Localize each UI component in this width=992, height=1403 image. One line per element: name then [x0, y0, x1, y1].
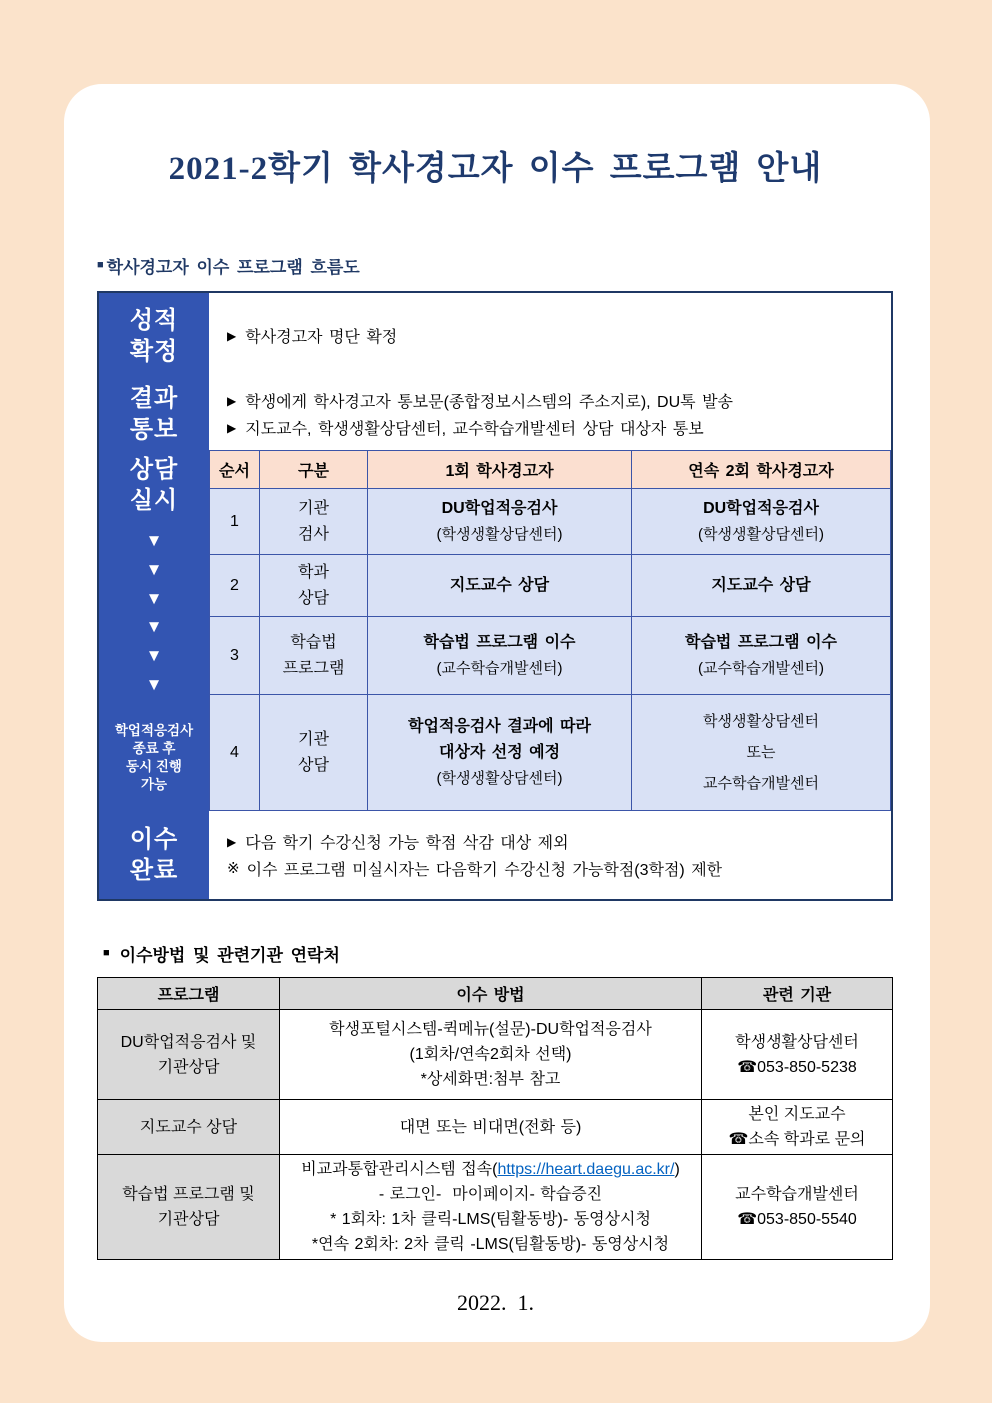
stage-label-line: 통보 — [129, 416, 179, 443]
cell-order: 1 — [210, 489, 260, 555]
cell-organization — [702, 1155, 893, 1260]
flow-row-completion — [209, 811, 891, 899]
flow-arrows — [99, 520, 209, 705]
cell-line: - 로그인- 마이페이지- 학습증진 — [378, 1186, 603, 1203]
down-arrow-icon: ▼ — [145, 530, 163, 550]
cell-line: 학생생활상담센터 — [703, 713, 819, 730]
flow-section-heading-label: 학사경고자 이수 프로그램 흐름도 — [106, 258, 360, 277]
cell-line: (학생생활상담센터) — [436, 525, 563, 543]
stage-result-notice — [99, 378, 209, 450]
cell-line — [284, 1157, 697, 1182]
cell-line: 대면 또는 비대면(전화 등) — [399, 1118, 582, 1136]
flow-diagram — [97, 291, 893, 901]
flow-item-text: 학생에게 학사경고자 통보문(종합정보시스템의 주소지로), DU톡 발송 — [245, 394, 733, 411]
cell-second-warning — [632, 489, 891, 555]
stage-label-line: 결과 — [129, 385, 179, 412]
page-title: 2021-2학기 학사경고자 이수 프로그램 안내 — [168, 151, 823, 187]
cell-line: 학과 — [298, 563, 329, 581]
stage-label-line: 성적 — [129, 306, 179, 334]
cell-second-warning — [632, 695, 891, 811]
cell-line: * 1회차: 1차 클릭-LMS(팀활동방)- 동영상시청 — [330, 1211, 651, 1228]
cell-order: 2 — [210, 555, 260, 617]
sidebar-note-line: 학업적응검사 — [114, 722, 194, 738]
cell-line: (학생생활상담센터) — [698, 525, 824, 543]
cell-line: DU학업적응검사 및 — [120, 1033, 257, 1051]
cell-line: 프로그램 — [282, 659, 345, 677]
flow-item-text: 지도교수, 학생생활상담센터, 교수학습개발센터 상담 대상자 통보 — [245, 421, 704, 438]
heart-system-link[interactable]: https://heart.daegu.ac.kr/ — [497, 1161, 675, 1178]
triangle-bullet-icon: ▶ — [227, 420, 237, 435]
contact-table — [97, 977, 893, 1260]
stage-complete — [99, 810, 209, 899]
cell-line: 학생포털시스템-퀵메뉴(설문)-DU학업적응검사 — [329, 1021, 652, 1038]
cell-order: 4 — [210, 695, 260, 811]
sidebar-note — [99, 705, 209, 810]
stage-label-line: 실시 — [129, 487, 179, 514]
flow-row-result-notice — [209, 378, 891, 450]
sidebar-note-line: 종료 후 — [132, 740, 176, 756]
cell-order: 3 — [210, 617, 260, 695]
cell-line: 검사 — [298, 525, 329, 543]
cell-line: 지도교수 상담 — [449, 576, 550, 594]
table-header-row — [98, 978, 893, 1010]
cell-method — [280, 1010, 702, 1100]
square-bullet-icon: ■ — [103, 947, 110, 959]
cell-category — [260, 489, 368, 555]
org-phone: ☎053-850-5540 — [737, 1211, 857, 1228]
flow-item-text: 다음 학기 수강신청 가능 학점 삭감 대상 제외 — [245, 835, 569, 852]
down-arrow-icon: ▼ — [145, 559, 163, 579]
cell-line: 상담 — [298, 756, 329, 774]
contact-section-heading-label: 이수방법 및 관련기관 연락처 — [119, 946, 340, 965]
table-row — [210, 617, 891, 695]
stage-grade-confirm — [99, 293, 209, 378]
org-name: 학생생활상담센터 — [735, 1033, 859, 1051]
cell-organization — [702, 1010, 893, 1100]
sidebar-note-line: 가능 — [140, 776, 168, 792]
square-bullet-icon: ■ — [97, 259, 104, 271]
table-row — [210, 695, 891, 811]
contact-section-heading — [97, 941, 894, 966]
down-arrow-icon: ▼ — [145, 617, 163, 637]
cell-category — [260, 555, 368, 617]
cell-line: DU학업적응검사 — [441, 499, 558, 517]
cell-line: 기관 — [298, 730, 329, 748]
cell-line: 기관상담 — [157, 1058, 220, 1076]
cell-line: 기관 — [298, 499, 329, 517]
cell-line: 학업적응검사 결과에 따라 — [408, 717, 591, 735]
stage-label-line: 완료 — [129, 856, 179, 884]
cell-line: 상담 — [298, 589, 329, 607]
col-header-category: 구분 — [260, 451, 368, 489]
cell-method — [280, 1155, 702, 1260]
cell-line: 대상자 선정 예정 — [438, 743, 561, 761]
stage-counsel — [99, 450, 209, 520]
sidebar-note-line: 동시 진행 — [126, 758, 182, 774]
down-arrow-icon: ▼ — [145, 646, 163, 666]
flow-section-heading — [97, 253, 894, 278]
flow-item-text: 이수 프로그램 미실시자는 다음학기 수강신청 가능학점(3학점) 제한 — [246, 862, 723, 879]
cell-line: (교수학습개발센터) — [698, 659, 824, 677]
cell-organization — [702, 1100, 893, 1155]
link-suffix-text: ) — [674, 1161, 680, 1178]
table-row — [98, 1100, 893, 1155]
counsel-program-table — [209, 450, 891, 811]
cell-first-warning — [368, 695, 632, 811]
table-header-row — [210, 451, 891, 489]
cell-first-warning — [368, 617, 632, 695]
cell-line: (교수학습개발센터) — [436, 659, 563, 677]
cell-first-warning — [368, 489, 632, 555]
cell-line: DU학업적응검사 — [703, 499, 819, 517]
table-row — [210, 489, 891, 555]
triangle-bullet-icon: ▶ — [227, 328, 237, 343]
org-name: 교수학습개발센터 — [735, 1186, 859, 1203]
stage-label-line: 상담 — [129, 456, 179, 483]
cell-line: 학습법 프로그램 및 — [122, 1186, 255, 1203]
table-row — [98, 1010, 893, 1100]
document-card — [64, 84, 930, 1342]
org-phone: ☎053-850-5238 — [737, 1058, 857, 1076]
cell-line: 학습법 — [290, 633, 337, 651]
flow-row-grade-confirm — [209, 293, 891, 378]
org-name: 본인 지도교수 — [748, 1106, 846, 1123]
cell-category — [260, 617, 368, 695]
col-header-first-warning: 1회 학사경고자 — [368, 451, 632, 489]
down-arrow-icon: ▼ — [145, 588, 163, 608]
cell-line: 지도교수 상담 — [711, 576, 811, 594]
col-header-order: 순서 — [210, 451, 260, 489]
link-prefix-text: 비교과통합관리시스템 접속( — [301, 1161, 498, 1178]
footer-date: 2022. 1. — [457, 1290, 534, 1315]
cell-program — [98, 1100, 280, 1155]
triangle-bullet-icon: ▶ — [227, 834, 237, 849]
cell-first-warning — [368, 555, 632, 617]
org-phone: ☎소속 학과로 문의 — [728, 1131, 866, 1148]
flow-stage-sidebar — [99, 293, 209, 899]
cell-line: 기관상담 — [157, 1211, 220, 1228]
cell-line: *상세화면:첨부 참고 — [420, 1071, 561, 1088]
col-header-program: 프로그램 — [98, 978, 280, 1010]
table-row — [98, 1155, 893, 1260]
reference-mark-icon: ※ — [227, 860, 240, 877]
down-arrow-icon: ▼ — [145, 675, 163, 695]
flow-content — [209, 293, 891, 899]
cell-line: 교수학습개발센터 — [703, 775, 819, 792]
cell-line: 학습법 프로그램 이수 — [685, 633, 837, 651]
col-header-second-warning: 연속 2회 학사경고자 — [632, 451, 891, 489]
cell-second-warning — [632, 617, 891, 695]
cell-program — [98, 1010, 280, 1100]
stage-label-line: 이수 — [129, 825, 179, 853]
cell-line: 학습법 프로그램 이수 — [423, 633, 576, 651]
cell-line: (학생생활상담센터) — [436, 769, 563, 787]
col-header-method: 이수 방법 — [280, 978, 702, 1010]
table-row — [210, 555, 891, 617]
cell-line: 지도교수 상담 — [139, 1118, 238, 1136]
stage-label-line: 확정 — [129, 337, 179, 365]
cell-line: *연속 2회차: 2차 클릭 -LMS(팀활동방)- 동영상시청 — [311, 1236, 670, 1253]
col-header-organization: 관련 기관 — [702, 978, 893, 1010]
triangle-bullet-icon: ▶ — [227, 393, 237, 408]
cell-method — [280, 1100, 702, 1155]
cell-program — [98, 1155, 280, 1260]
cell-line: 또는 — [746, 744, 776, 761]
cell-category — [260, 695, 368, 811]
cell-line: (1회차/연속2회차 선택) — [409, 1046, 572, 1063]
cell-second-warning — [632, 555, 891, 617]
flow-item-text: 학사경고자 명단 확정 — [245, 329, 398, 346]
